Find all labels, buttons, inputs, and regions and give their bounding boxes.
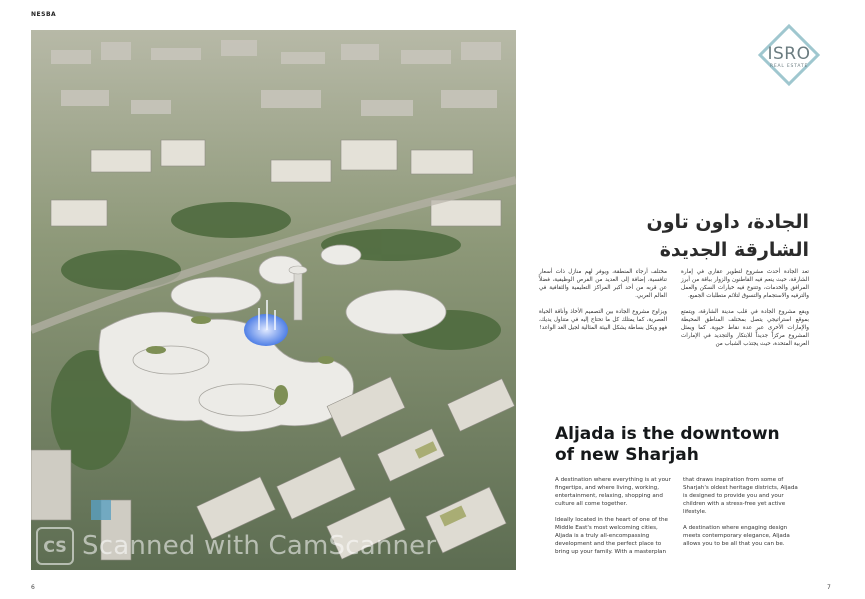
aerial-render-image bbox=[31, 30, 516, 570]
arabic-title-line-2: الشارقة الجديدة bbox=[659, 239, 809, 261]
english-title-line-1: Aljada is the downtown bbox=[555, 424, 780, 444]
english-paragraph: A destination where engaging design meets contemporary elegance, Aljada allows you to be all that you can be. bbox=[683, 525, 790, 547]
arabic-paragraph: تعد الجادة أحدث مشروع لتطوير عقاري في إمارة الشارقة، حيث ينعم فيه القاطنون والزوار بباقة من أبرز المرافق والخدمات، وتتنوع فيه خيارات السكن والعمل والترفيه والاستجمام والتسوق لتلائم متطلبات الجميع. bbox=[681, 269, 809, 299]
arabic-paragraph: مختلف أرجاء المنطقة، ويوفر لهم منازل ذات أسعار تنافسية، إضافة إلى العديد من الفرص الوظيفية، فضلاً عن قربه من أحد أكبر المراكز التعليمية والثقافية في العالم العربي. bbox=[539, 269, 667, 299]
english-title-line-2: of new Sharjah bbox=[555, 445, 699, 465]
english-paragraph: Ideally located in the heart of one of the Middle East's most welcoming cities, Aljada is a truly all-encompassing development and the perfect place to bring up your family. With a masterplan bbox=[555, 517, 668, 555]
english-paragraph: that draws inspiration from some of Sharjah's oldest heritage districts, Aljada is designed to provide you and your children with a stress-free yet active lifestyle. bbox=[683, 477, 798, 515]
arabic-paragraph: ويزاوج مشروع الجادة بين التصميم الأخاذ وأناقة الحياة العصرية، كما يمتلك كل ما تحتاج إليه في متناول يديك، فهو ويكل بساطة يشكل البيئة المثالية لجيل الغد الواعد! bbox=[539, 309, 667, 331]
logo-tagline: REAL ESTATE bbox=[769, 64, 809, 69]
scanner-watermark bbox=[36, 528, 456, 564]
arabic-title bbox=[509, 208, 809, 264]
english-paragraph: A destination where everything is at your fingertips, and where living, working, entertainment, relaxing, shopping and culture all come together. bbox=[555, 477, 671, 507]
page-number-left: 6 bbox=[31, 584, 35, 591]
page-number-right: 7 bbox=[827, 584, 831, 591]
english-column-right bbox=[683, 476, 803, 556]
arabic-column-right bbox=[681, 268, 809, 356]
arabic-paragraph: ويقع مشروع الجادة في قلب مدينة الشارقة، ويتمتع بموقع استراتيجي يتصل بمختلف المناطق المحيطة والإمارات الأخرى عبر عدة نقاط حيوية. كما ويمثل المشروع مركزاً جديداً للابتكار والتجديد في الإمارات العربية المتحدة، حيث يجتذب الشباب من bbox=[681, 309, 809, 347]
aerial-render-illustration bbox=[31, 30, 516, 570]
arabic-column-left bbox=[539, 268, 667, 340]
arabic-title-line-1: الجادة، داون تاون bbox=[646, 211, 809, 233]
watermark-text: Scanned with CamScanner bbox=[82, 531, 437, 561]
english-title bbox=[555, 424, 815, 466]
running-head: NESBA bbox=[31, 11, 57, 18]
logo-name: ISRO bbox=[767, 44, 811, 64]
english-column-left bbox=[555, 476, 675, 564]
isro-logo bbox=[758, 24, 820, 86]
camscanner-logo-icon: CS bbox=[36, 527, 74, 565]
